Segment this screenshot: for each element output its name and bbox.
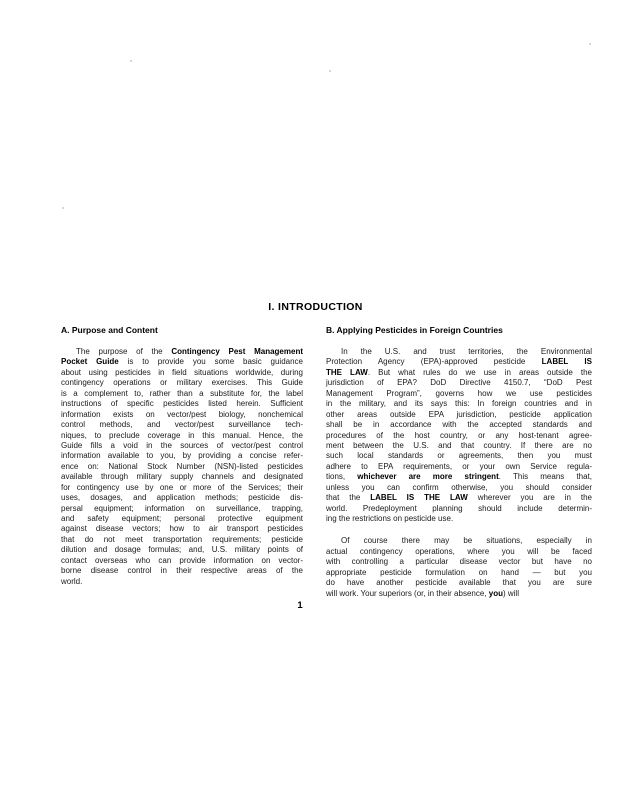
- text-line: against disease vectors; how to air transport pesticides: [61, 524, 303, 534]
- text-line: with controlling a particular disease vector but have no: [326, 557, 592, 567]
- text-line: shall be in accordance with the accepted standards and: [326, 420, 592, 430]
- scan-speck: [589, 43, 591, 45]
- text-line: In the U.S. and trust territories, the Environmental: [341, 347, 592, 356]
- column-purpose-and-content: [61, 325, 303, 587]
- text-line: about using pesticides in field situations worldwide, during: [61, 367, 303, 377]
- text-line: information exists on vector/pest biology, nonchemical: [61, 409, 303, 419]
- text-line: that do not meet transportation requirements; pesticide: [61, 534, 303, 544]
- text-line: world.: [61, 576, 83, 586]
- scan-speck: [329, 70, 331, 72]
- text-line: ment between the U.S. and that country. If there are no: [326, 440, 592, 450]
- text-line: uses, dosages, and application methods; pesticide dis-: [61, 493, 303, 503]
- text-line: in the military, and its says this: In foreign countries and in: [326, 399, 592, 409]
- text-line: tions, whichever are more stringent. This means that,: [326, 472, 592, 482]
- page-title: I. INTRODUCTION: [268, 301, 363, 313]
- text-line: contingency operations or military exercises. This Guide: [61, 378, 303, 388]
- text-line: actual contingency operations, where you will be faced: [326, 546, 592, 556]
- text-line: ing the restrictions on pesticide use.: [326, 514, 454, 523]
- text-line: Of course there may be situations, especially in: [341, 536, 592, 546]
- text-line: niques, to preclude coverage in this manual. Hence, the: [61, 430, 303, 440]
- scan-speck: [62, 207, 64, 209]
- column-b-body: [326, 347, 592, 599]
- text-line: will work. Your superiors (or, in their absence, you) will: [326, 588, 519, 598]
- text-line: Protection Agency (EPA)-approved pesticide LABEL IS: [326, 357, 592, 367]
- text-line: for contingency use by one or more of the Services; their: [61, 482, 303, 492]
- text-line: and safety equipment; personal protective equipment: [61, 514, 303, 523]
- text-line: that the LABEL IS THE LAW wherever you are in the: [326, 493, 592, 503]
- text-line: Management Program”, governs how we use pesticides: [326, 388, 592, 398]
- page-number: 1: [297, 600, 303, 611]
- text-line: adhere to EPA requirements, or your own Service regula-: [326, 461, 592, 471]
- text-line: instructions of specific pesticides listed herein. Sufficient: [61, 399, 303, 409]
- paragraph: [326, 536, 592, 599]
- text-line: persal equipment; information on surveillance, trapping,: [61, 503, 303, 513]
- text-line: procedures of the host country, or any host-tenant agree-: [326, 430, 592, 440]
- text-line: other areas outside EPA jurisdiction, pesticide application: [326, 409, 592, 419]
- text-line: world. Predeployment planning should include determin-: [326, 503, 592, 513]
- scan-speck: [130, 60, 132, 62]
- paragraph: [326, 347, 592, 524]
- column-applying-pesticides: [326, 325, 592, 599]
- text-line: contact overseas who can provide information on vector-: [61, 555, 303, 565]
- text-line: The purpose of the Contingency Pest Management: [76, 347, 303, 356]
- section-heading-a: A. Purpose and Content: [61, 325, 158, 335]
- column-a-body: [61, 347, 303, 587]
- text-line: do have another pesticide available that you are sure: [326, 578, 592, 588]
- text-line: is a complement to, rather than a substitute for, the label: [61, 388, 303, 398]
- text-line: such local standards or agreements, then you must: [326, 451, 592, 461]
- text-line: Guide fills a void in the sources of vector/pest control: [61, 440, 303, 450]
- text-line: information available to you, by providing a concise refer-: [61, 451, 303, 461]
- text-line: control methods, and vector/pest surveillance tech-: [61, 420, 303, 430]
- text-line: THE LAW. But what rules do we use in areas outside the: [326, 367, 592, 377]
- text-line: dilution and dosage formulas; and, U.S. military points of: [61, 545, 303, 555]
- text-line: Pocket Guide is to provide you some basic guidance: [61, 357, 303, 367]
- text-line: available through military supply channels and designated: [61, 472, 303, 482]
- section-heading-b: B. Applying Pesticides in Foreign Countries: [326, 325, 503, 335]
- text-line: borne disease control in their respective areas of the: [61, 566, 303, 576]
- text-line: ence on: National Stock Number (NSN)-listed pesticides: [61, 461, 303, 471]
- paragraph: [61, 347, 303, 587]
- text-line: unless you can confirm otherwise, you should consider: [326, 482, 592, 492]
- text-line: jurisdiction of EPA? DoD Directive 4150.7, “DoD Pest: [326, 378, 592, 388]
- text-line: appropriate pesticide formulation on hand — but you: [326, 567, 592, 577]
